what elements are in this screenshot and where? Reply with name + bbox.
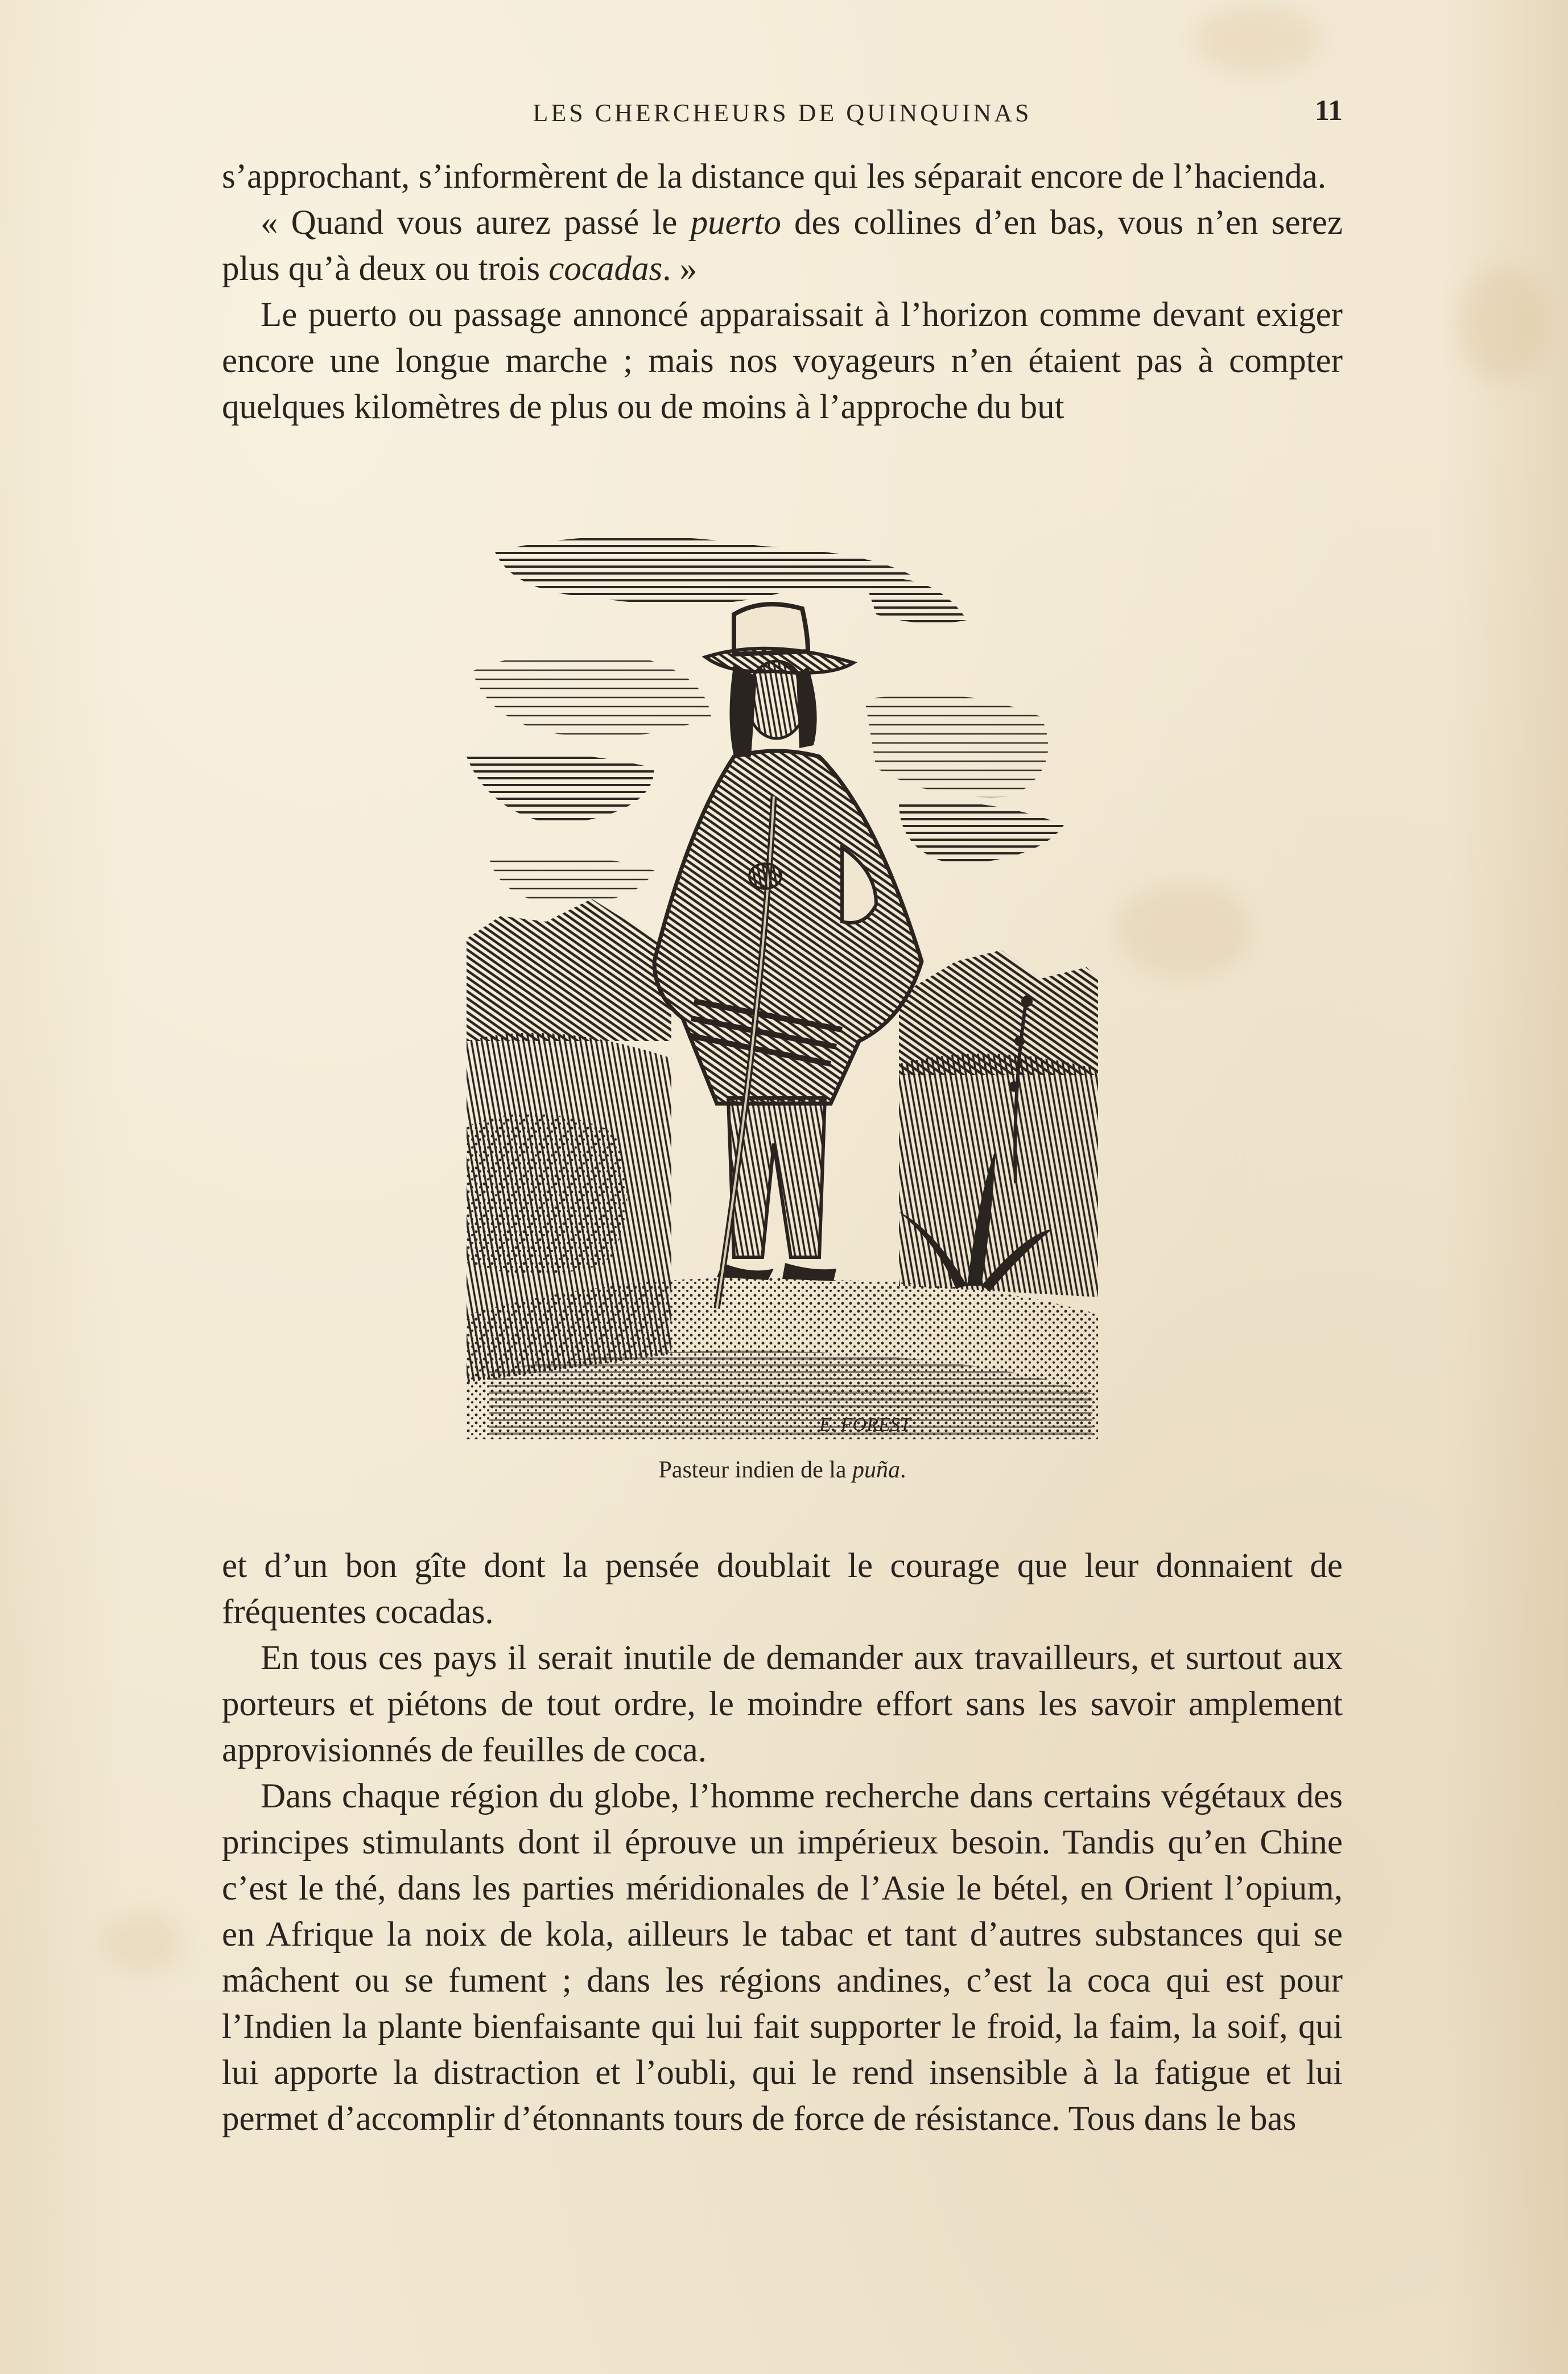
engraving-shepherd <box>467 529 1098 1439</box>
text-block-top <box>222 154 1343 430</box>
paragraph: et d’un bon gîte dont la pensée doublait le courage que leur donnaient de fréquentes cocadas. <box>222 1547 1343 1631</box>
paper-stain <box>1115 882 1252 978</box>
page-number: 11 <box>1314 94 1343 127</box>
figure-caption <box>222 1456 1343 1484</box>
paper-stain <box>102 1911 182 1974</box>
running-head-title: LES CHERCHEURS DE QUINQUINAS <box>533 99 1032 127</box>
text-span: des collines d’en bas, vous n’en serez plus qu’à deux ou trois <box>222 204 1343 288</box>
caption-italic: puña <box>852 1457 901 1483</box>
italic-term: cocadas <box>548 250 663 288</box>
paragraph-quote <box>222 200 1343 292</box>
paragraph: s’approchant, s’informèrent de la distance qui les séparait encore de l’hacienda. <box>222 158 1326 196</box>
caption-suffix: . <box>900 1457 906 1483</box>
italic-term: puerto <box>690 204 781 242</box>
paper-stain <box>1456 267 1548 381</box>
paragraph: Dans chaque région du globe, l’homme recherche dans certains végétaux des principes stimulants dont il éprouve un impérieux besoin. Tandis qu’en Chine c’est le thé, dans les parties méridionales de l’Asie le bétel, en Orient l’opium, en Afrique la noix de kola, ailleurs le tabac et tant d’autres substances qui se mâchent ou se fument ; dans les régions andines, c’est la coca qui est pour l’Indien la plante bienfaisante qui lui fait supporter le froid, la faim, la soif, qui lui apporte la distraction et l’oubli, qui le rend insensible à la fatigue et lui permet d’accomplir d’étonnants tours de force de résistance. Tous dans le bas <box>222 1777 1343 2138</box>
text-span: . » <box>662 250 698 288</box>
running-head <box>222 94 1343 134</box>
engraver-signature: E. FOREST <box>819 1414 911 1435</box>
text-block-bottom <box>222 1543 1343 2142</box>
paragraph: En tous ces pays il serait inutile de demander aux travailleurs, et surtout aux porteurs et piétons de tout ordre, le moindre effort sans les savoir amplement approvisionnés de feuilles de coca. <box>222 1639 1343 1769</box>
paper-stain <box>1195 6 1320 74</box>
caption-text: Pasteur indien de la <box>658 1457 853 1483</box>
text-span: « Quand vous aurez passé le <box>261 204 691 242</box>
paragraph: Le puerto ou passage annoncé apparaissait à l’horizon comme devant exiger encore une longue marche ; mais nos voyageurs n’en étaient pas à compter quelques kilomètres de plus ou de moins à l’approche du but <box>222 296 1343 426</box>
